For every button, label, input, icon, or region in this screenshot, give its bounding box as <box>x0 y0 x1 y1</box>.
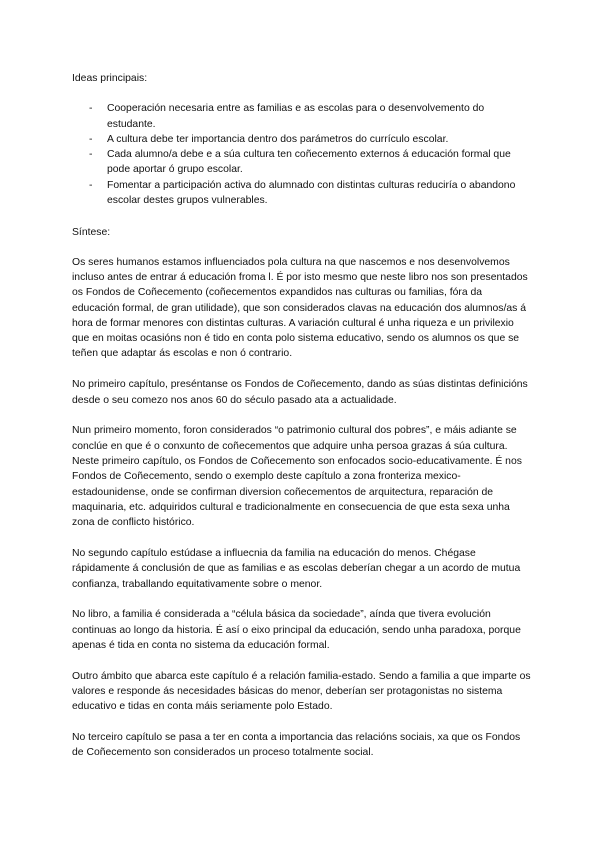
list-item-text: A cultura debe ter importancia dentro dos parámetros do currículo escolar. <box>107 133 449 145</box>
synthesis-paragraph-first-moment: Nun primeiro momento, foron considerados “o patrimonio cultural dos pobres”, e máis adiante se conclúe en que é o conxunto de coñecementos que adquire unha persoa grazas á súa cultura. Neste primeiro capítulo, os Fondos de Coñecemento son enfocados socio-educativamente. É nos Fondos de Coñecemento, sendo o exemplo deste capítulo a zona fronteriza mexico-estadounidense, onde se confirman diversion coñecementos de arquitectura, reparación de maquinaria, etc. adquiridos cultural e tradicionalmente en consecuencia de que esta sexa unha zona de conflicto histórico. <box>72 425 522 529</box>
ideas-list <box>72 101 532 208</box>
document-body <box>72 71 532 776</box>
synthesis-heading: Síntese: <box>72 227 111 239</box>
bullet-dash: - <box>89 179 93 191</box>
list-item <box>72 178 532 209</box>
list-item <box>72 101 532 132</box>
synthesis-paragraph-chapter-one: No primeiro capítulo, preséntanse os Fondos de Coñecemento, dando as súas distintas definicións desde o seu comezo nos anos 60 do século pasado ata a actualidade. <box>72 379 528 406</box>
synthesis-paragraph-family-state: Outro ámbito que abarca este capítulo é a relación familia-estado. Sendo a familia a que imparte os valores e responde ás necesidades básicas do menor, deberían ser protagonistas no sistema educativo e tidas en conta máis seriamente polo Estado. <box>72 670 531 713</box>
bullet-dash: - <box>89 103 93 115</box>
synthesis-paragraph-chapter-two: No segundo capítulo estúdase a influecnia da familia na educación do menos. Chégase rápidamente á conclusión de que as familias e as escolas deberían chegar a un acordo de mutua confianza, traballando equitativamente sobre o menor. <box>72 547 521 590</box>
synthesis-paragraph-intro: Os seres humanos estamos influenciados pola cultura na que nascemos e nos desenvolvemos incluso antes de entrar á educación froma l. É por isto mesmo que neste libro nos son presentados os Fondos de Coñecemento (coñecementos expandidos nas culturas ou familias, fóra da educación formal, de gran utilidade), que son considerados clavas na educación dos alumnos/as á hora de formar menores con distintas culturas. A variación cultural é unha riqueza e un privilexio que en moitas ocasións non é tido en conta polo sistema educativo, sendo os alumnos os que se teñen que adaptar ás escolas e non ó contrario. <box>72 256 528 360</box>
list-item <box>72 132 532 147</box>
list-item <box>72 147 532 178</box>
synthesis-paragraph-family: No libro, a familia é considerada a “célula básica da sociedade”, aínda que tivera evolución continuas ao longo da historia. É así o eixo principal da educación, sendo unha paradoxa, porque apenas é tida en conta no sistema da educación formal. <box>72 609 521 651</box>
bullet-dash: - <box>89 133 93 145</box>
bullet-dash: - <box>89 149 93 161</box>
list-item-text: Cooperación necesaria entre as familias e as escolas para o desenvolvemento do estudante. <box>107 103 485 130</box>
ideas-heading: Ideas principais: <box>72 73 148 84</box>
synthesis-paragraph-chapter-three: No terceiro capítulo se pasa a ter en conta a importancia das relacións sociais, xa que os Fondos de Coñecemento son considerados un proceso totalmente social. <box>72 732 521 759</box>
list-item-text: Fomentar a participación activa do alumnado con distintas culturas reduciría o abandono escolar destes grupos vulnerables. <box>107 179 516 207</box>
list-item-text: Cada alumno/a debe e a súa cultura ten coñecemento externos á educación formal que pode aportar ó grupo escolar. <box>107 149 511 176</box>
